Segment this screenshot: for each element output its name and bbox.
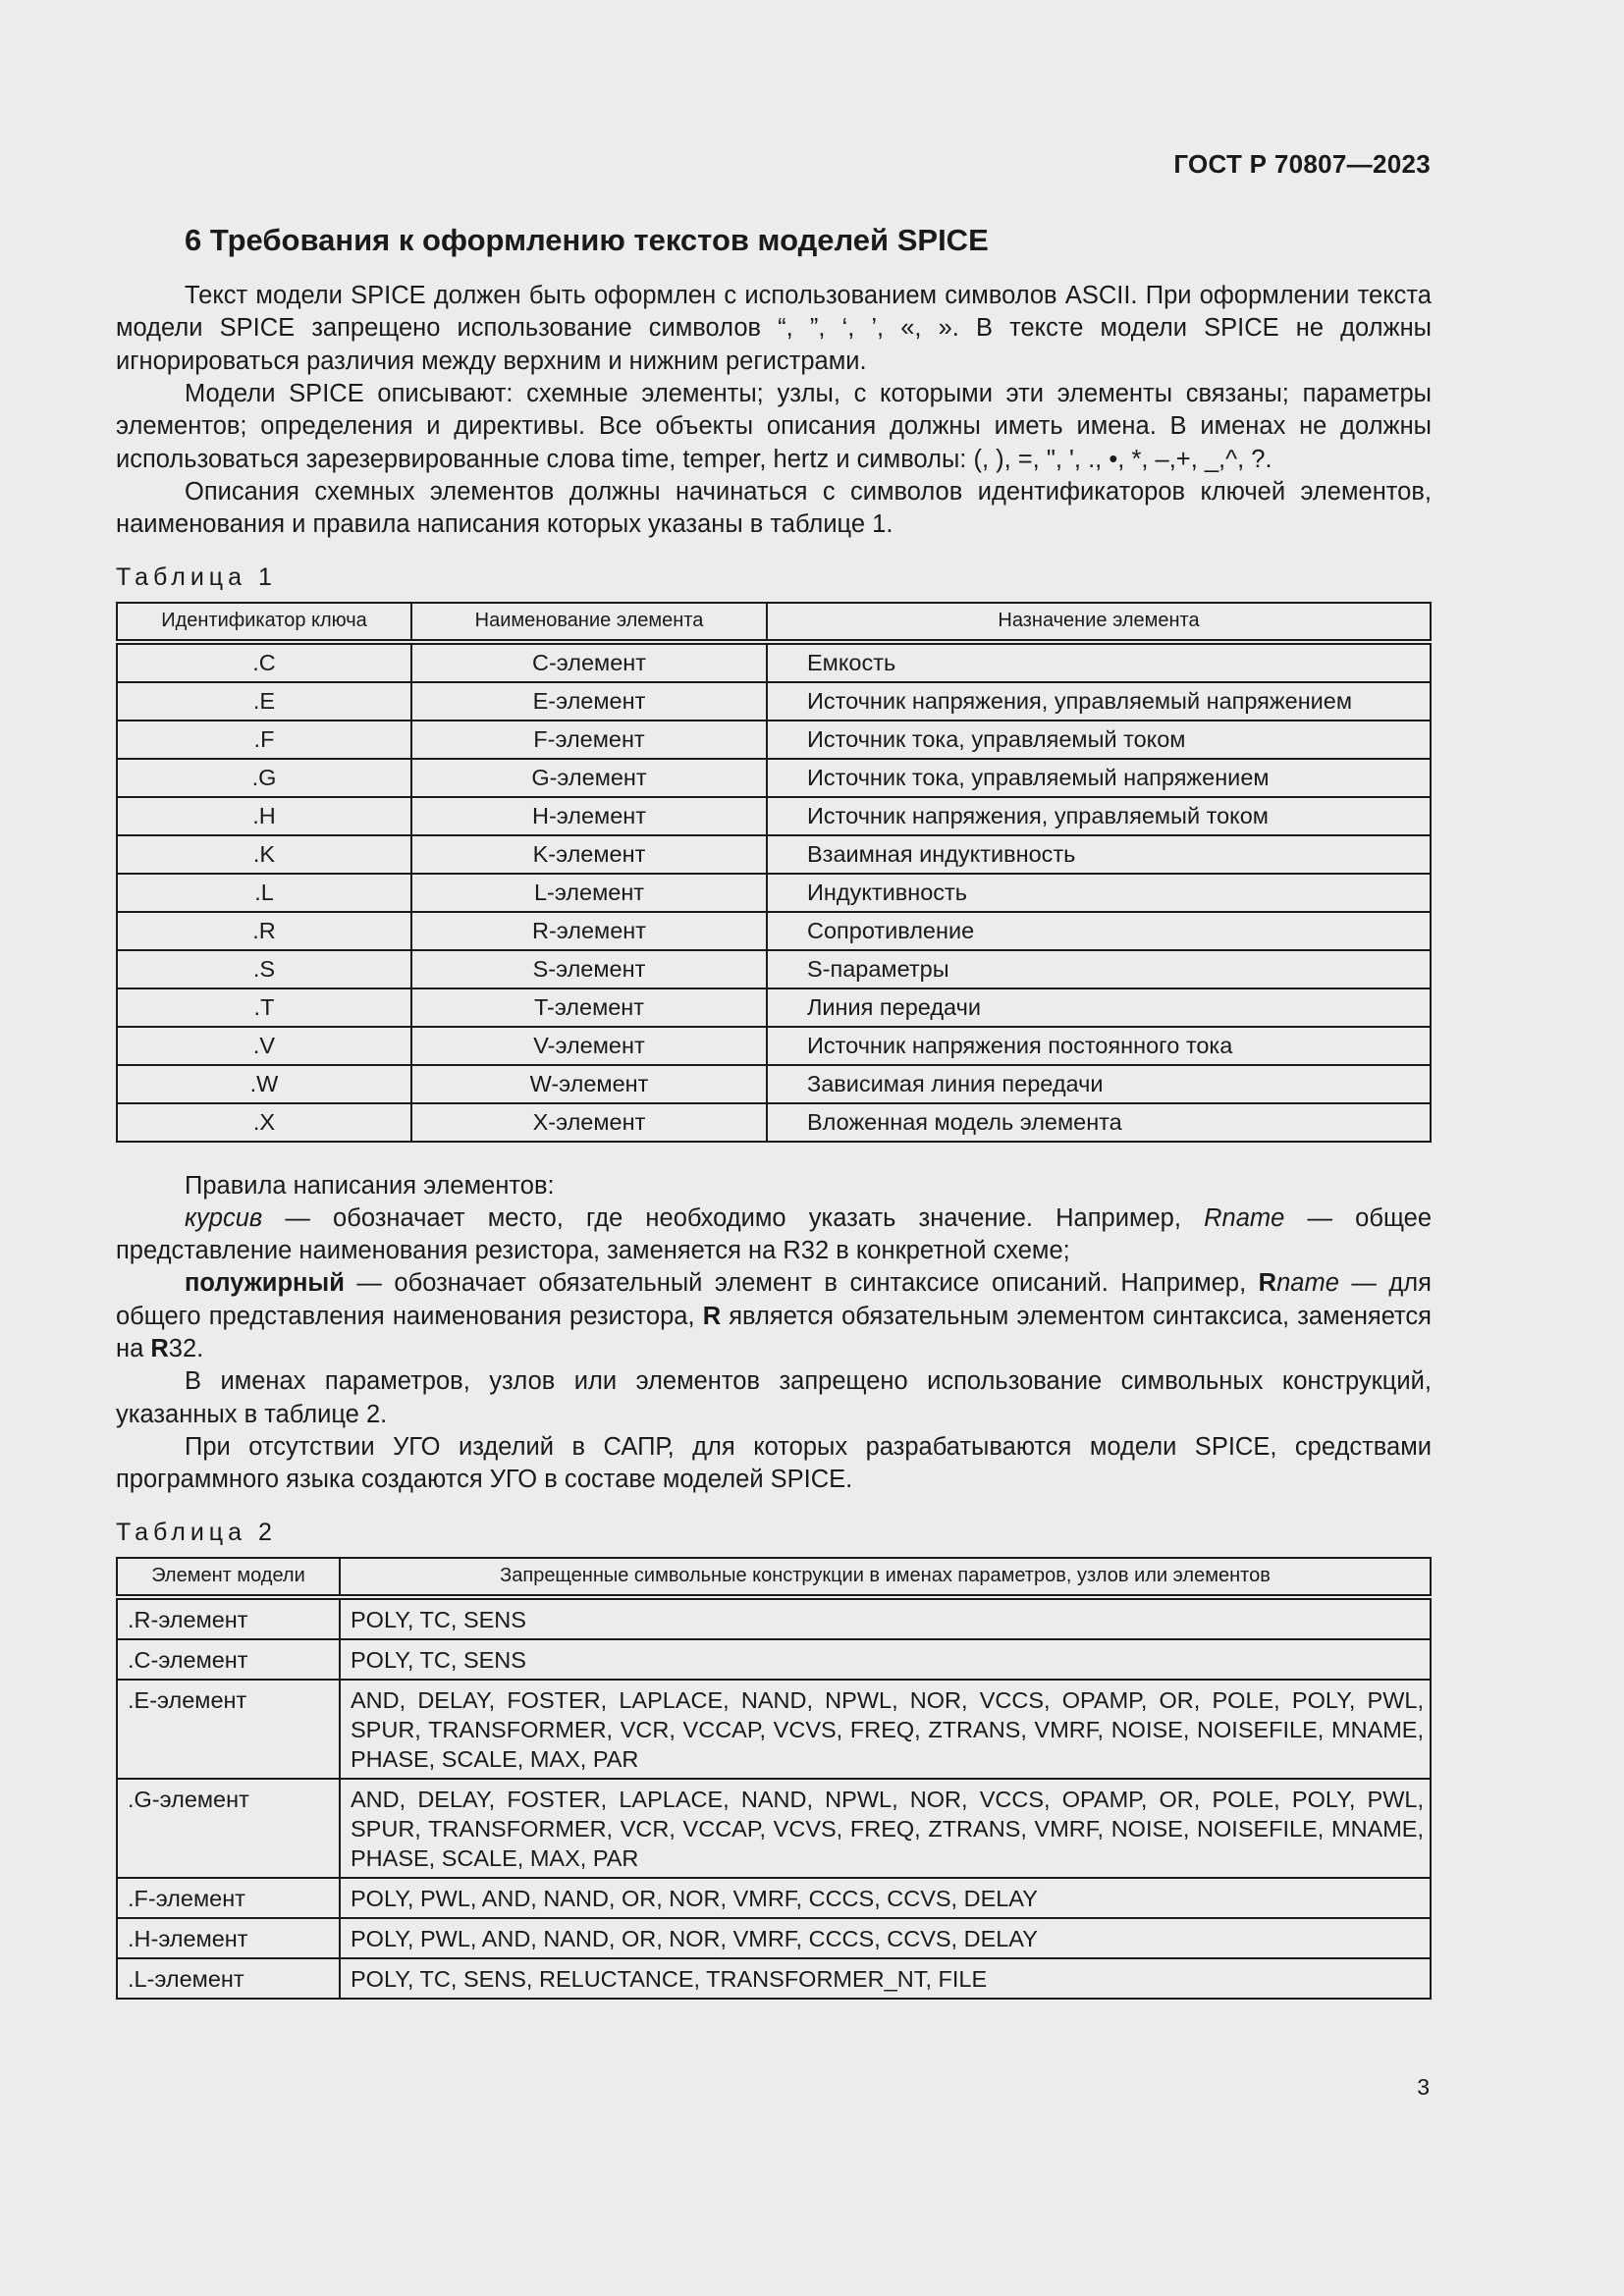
page-number: 3 (1417, 2074, 1430, 2100)
table-2 (116, 1557, 1432, 2000)
table1-header-cell: Наименование элемента (411, 603, 767, 642)
element-purpose-cell: Взаимная индуктивность (767, 835, 1431, 874)
document-id: ГОСТ Р 70807—2023 (1173, 149, 1431, 179)
forbidden-constructs-cell: AND, DELAY, FOSTER, LAPLACE, NAND, NPWL, NOR, VCCS, OPAMP, OR, POLE, POLY, PWL, SPUR, TRANSFORMER, VCR, VCCAP, VCVS, FREQ, ZTRANS, VMRF, NOISE, NOISEFILE, MNAME, PHASE, SCALE, MAX, PAR (340, 1779, 1431, 1878)
table1-row (117, 797, 1431, 835)
table1-header-cell: Идентификатор ключа (117, 603, 411, 642)
table2-row (117, 1958, 1431, 1999)
model-element-cell: .L-элемент (117, 1958, 340, 1999)
table1-row (117, 950, 1431, 988)
rule-text: — обозначает обязательный элемент в синтаксисе описаний. Например, (344, 1269, 1259, 1298)
element-purpose-cell: Вложенная модель элемента (767, 1103, 1431, 1142)
element-name-cell: S-элемент (411, 950, 767, 988)
rules-block (116, 1170, 1432, 1497)
model-element-cell: .H-элемент (117, 1918, 340, 1958)
key-identifier-cell: .K (117, 835, 411, 874)
model-element-cell: .E-элемент (117, 1680, 340, 1779)
element-name-cell: K-элемент (411, 835, 767, 874)
element-purpose-cell: Емкость (767, 642, 1431, 682)
element-purpose-cell: Источник напряжения, управляемый током (767, 797, 1431, 835)
table2-row (117, 1639, 1431, 1680)
ugo-paragraph: При отсутствии УГО изделий в САПР, для которых разрабатываются модели SPICE, средствами программного языка создаются УГО в составе моделей SPICE. (116, 1432, 1432, 1494)
table1-row (117, 682, 1431, 721)
table1-row (117, 912, 1431, 950)
model-element-cell: .G-элемент (117, 1779, 340, 1878)
key-identifier-cell: .G (117, 759, 411, 797)
table2-caption: Таблица 2 (116, 1518, 277, 1546)
element-name-cell: R-элемент (411, 912, 767, 950)
table2-row (117, 1779, 1431, 1878)
key-identifier-cell: .F (117, 721, 411, 759)
key-identifier-cell: .S (117, 950, 411, 988)
italic-term: курсив (185, 1203, 263, 1232)
element-purpose-cell: Источник напряжения, управляемый напряжением (767, 682, 1431, 721)
key-identifier-cell: .V (117, 1027, 411, 1065)
table1-row (117, 642, 1431, 682)
forbidden-constructs-cell: POLY, TC, SENS (340, 1597, 1431, 1639)
forbidden-constructs-cell: POLY, TC, SENS (340, 1639, 1431, 1680)
rule-text: — общее представление наименования резистора, заменяется на R32 в конкретной схеме; (116, 1203, 1432, 1265)
table1-header-row (117, 603, 1431, 642)
element-purpose-cell: Линия передачи (767, 988, 1431, 1027)
element-purpose-cell: Источник тока, управляемый напряжением (767, 759, 1431, 797)
bold-r: R (702, 1302, 722, 1330)
section-title: 6 Требования к оформлению текстов моделей SPICE (185, 223, 989, 257)
element-purpose-cell: Индуктивность (767, 874, 1431, 912)
table2-header-row (117, 1558, 1431, 1597)
table2-row (117, 1680, 1431, 1779)
key-identifier-cell: .L (117, 874, 411, 912)
forbidden-constructs-cell: AND, DELAY, FOSTER, LAPLACE, NAND, NPWL, NOR, VCCS, OPAMP, OR, POLE, POLY, PWL, SPUR, TRANSFORMER, VCR, VCCAP, VCVS, FREQ, ZTRANS, VMRF, NOISE, NOISEFILE, MNAME, PHASE, SCALE, MAX, PAR (340, 1680, 1431, 1779)
key-identifier-cell: .C (117, 642, 411, 682)
key-identifier-cell: .E (117, 682, 411, 721)
forbidden-constructs-cell: POLY, PWL, AND, NAND, OR, NOR, VMRF, CCCS, CCVS, DELAY (340, 1918, 1431, 1958)
bold-r: R (150, 1335, 169, 1363)
model-element-cell: .C-элемент (117, 1639, 340, 1680)
table-1 (116, 602, 1432, 1143)
element-name-cell: G-элемент (411, 759, 767, 797)
table1-caption: Таблица 1 (116, 562, 277, 591)
forbidden-constructs-cell: POLY, PWL, AND, NAND, OR, NOR, VMRF, CCCS, CCVS, DELAY (340, 1878, 1431, 1918)
element-name-cell: T-элемент (411, 988, 767, 1027)
table2-row (117, 1878, 1431, 1918)
element-name-cell: F-элемент (411, 721, 767, 759)
element-name-cell: C-элемент (411, 642, 767, 682)
rule-text: является обязательным элементом синтаксиса, заменяется на (116, 1302, 1432, 1363)
bold-example-suffix: name (1276, 1269, 1339, 1298)
table1-row (117, 759, 1431, 797)
rule-text: — обозначает место, где необходимо указать значение. Например, (262, 1203, 1205, 1232)
element-name-cell: W-элемент (411, 1065, 767, 1103)
table1-row (117, 835, 1431, 874)
table1-body (117, 642, 1431, 1142)
table1-header-cell: Назначение элемента (767, 603, 1431, 642)
element-name-cell: V-элемент (411, 1027, 767, 1065)
element-name-cell: H-элемент (411, 797, 767, 835)
element-name-cell: L-элемент (411, 874, 767, 912)
italic-example: Rname (1204, 1203, 1285, 1232)
element-purpose-cell: S-параметры (767, 950, 1431, 988)
rule-italic (116, 1202, 1432, 1268)
element-purpose-cell: Источник напряжения постоянного тока (767, 1027, 1431, 1065)
table1-row (117, 988, 1431, 1027)
forbidden-constructs-cell: POLY, TC, SENS, RELUCTANCE, TRANSFORMER_NT, FILE (340, 1958, 1431, 1999)
element-purpose-cell: Зависимая линия передачи (767, 1065, 1431, 1103)
rules-heading: Правила написания элементов: (185, 1171, 555, 1200)
bold-term: полужирный (185, 1269, 345, 1298)
element-name-cell: X-элемент (411, 1103, 767, 1142)
table1-row (117, 1065, 1431, 1103)
element-purpose-cell: Источник тока, управляемый током (767, 721, 1431, 759)
table2-header-cell: Элемент модели (117, 1558, 340, 1597)
table2-row (117, 1597, 1431, 1639)
key-identifier-cell: .H (117, 797, 411, 835)
key-identifier-cell: .X (117, 1103, 411, 1142)
table1-row (117, 874, 1431, 912)
table2-header-cell: Запрещенные символьные конструкции в именах параметров, узлов или элементов (340, 1558, 1431, 1597)
model-element-cell: .F-элемент (117, 1878, 340, 1918)
rule-text: — для общего представления наименования резистора, (116, 1269, 1432, 1330)
bold-example-prefix: R (1258, 1269, 1277, 1298)
table1-row (117, 1027, 1431, 1065)
table1-row (117, 1103, 1431, 1142)
intro-paragraph-3: Описания схемных элементов должны начинаться с символов идентификаторов ключей элементов, наименования и правила написания которых указаны в таблице 1. (116, 477, 1432, 539)
table2-body (117, 1597, 1431, 1999)
intro-paragraph-2: Модели SPICE описывают: схемные элементы; узлы, с которыми эти элементы связаны; параметры элементов; определения и директивы. Все объекты описания должны иметь имена. В именах не должны использоваться зарезервированные слова time, temper, hertz и символы: (, ), =, ", ', ., •, *, –,+, _,^, ?. (116, 380, 1432, 473)
key-identifier-cell: .T (117, 988, 411, 1027)
names-paragraph: В именах параметров, узлов или элементов запрещено использование символьных конструкций, указанных в таблице 2. (116, 1367, 1432, 1428)
element-purpose-cell: Сопротивление (767, 912, 1431, 950)
intro-paragraph-1: Текст модели SPICE должен быть оформлен с использованием символов ASCII. При оформлении текста модели SPICE запрещено использование символов “, ”, ‘, ’, «, ». В тексте модели SPICE не должны игнорироваться различия между верхним и нижним регистрами. (116, 282, 1432, 375)
rule-bold (116, 1267, 1432, 1365)
table1-row (117, 721, 1431, 759)
rule-text: 32. (168, 1335, 204, 1363)
key-identifier-cell: .W (117, 1065, 411, 1103)
page-content (116, 222, 1432, 2000)
model-element-cell: .R-элемент (117, 1597, 340, 1639)
element-name-cell: E-элемент (411, 682, 767, 721)
table2-row (117, 1918, 1431, 1958)
key-identifier-cell: .R (117, 912, 411, 950)
